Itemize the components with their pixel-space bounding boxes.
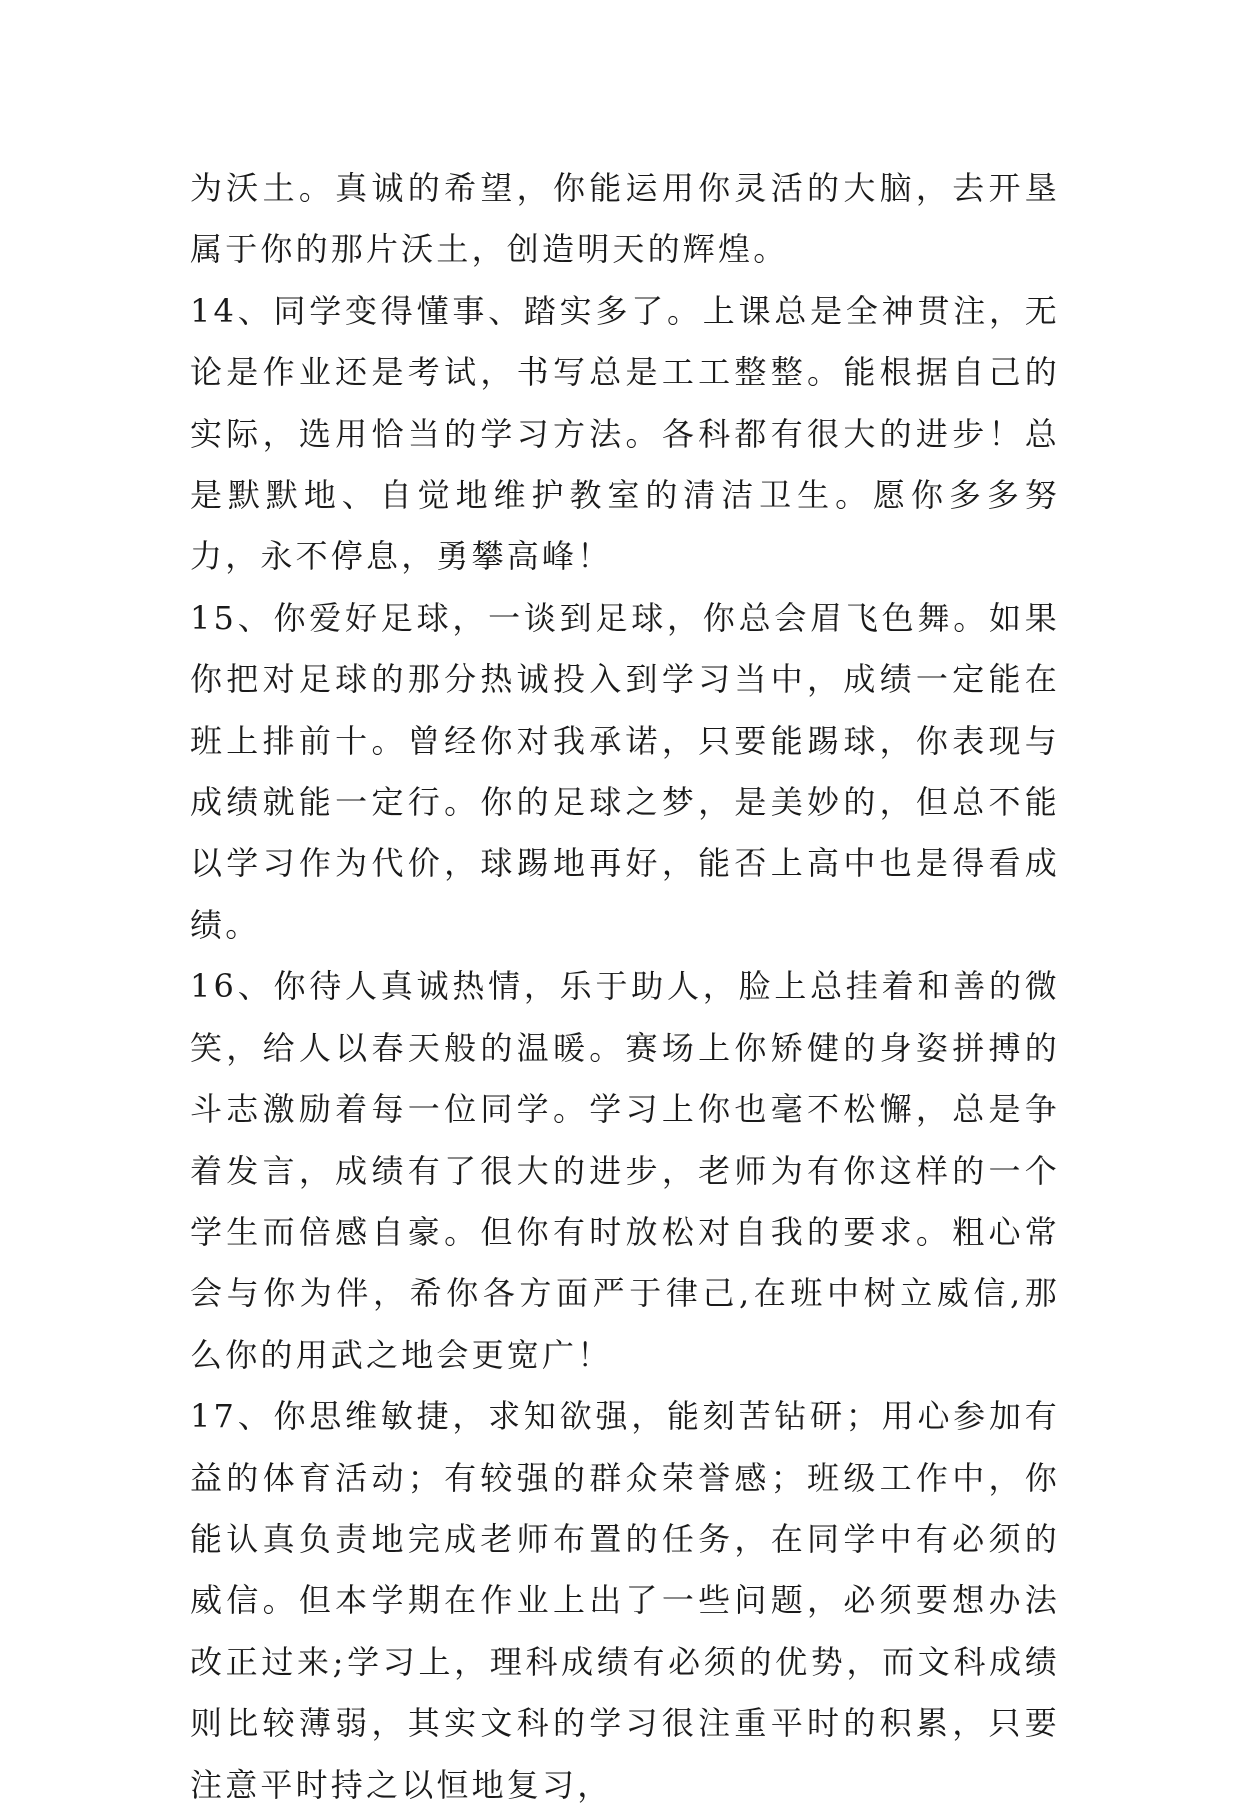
paragraph-16: 16、你待人真诚热情，乐于助人，脸上总挂着和善的微笑，给人以春天般的温暖。赛场上你矫健的身姿拼搏的斗志激励着每一位同学。学习上你也毫不松懈，总是争着发言，成绩有了很大的进步，老师为有你这样的一个学生而倍感自豪。但你有时放松对自我的要求。粗心常会与你为伴，希你各方面严于律己,在班中树立威信,那么你的用武之地会更宽广！ [190, 967, 1060, 1374]
document-body [190, 158, 1060, 1816]
paragraph-15: 15、你爱好足球，一谈到足球，你总会眉飞色舞。如果你把对足球的那分热诚投入到学习当中，成绩一定能在班上排前十。曾经你对我承诺，只要能踢球，你表现与成绩就能一定行。你的足球之梦，是美妙的，但总不能以学习作为代价，球踢地再好，能否上高中也是得看成绩。 [190, 598, 1060, 944]
paragraph-17: 17、你思维敏捷，求知欲强，能刻苦钻研；用心参加有益的体育活动；有较强的群众荣誉感；班级工作中，你能认真负责地完成老师布置的任务，在同学中有必须的威信。但本学期在作业上出了一些问题，必须要想办法改正过来;学习上，理科成绩有必须的优势，而文科成绩则比较薄弱，其实文科的学习很注重平时的积累，只要注意平时持之以恒地复习， [190, 1397, 1060, 1804]
paragraph-continuation: 为沃土。真诚的希望，你能运用你灵活的大脑，去开垦属于你的那片沃土，创造明天的辉煌。 [190, 169, 1060, 269]
paragraph-14: 14、同学变得懂事、踏实多了。上课总是全神贯注，无论是作业还是考试，书写总是工工整整。能根据自己的实际，选用恰当的学习方法。各科都有很大的进步！总是默默地、自觉地维护教室的清洁卫生。愿你多多努力，永不停息，勇攀高峰！ [190, 291, 1060, 576]
